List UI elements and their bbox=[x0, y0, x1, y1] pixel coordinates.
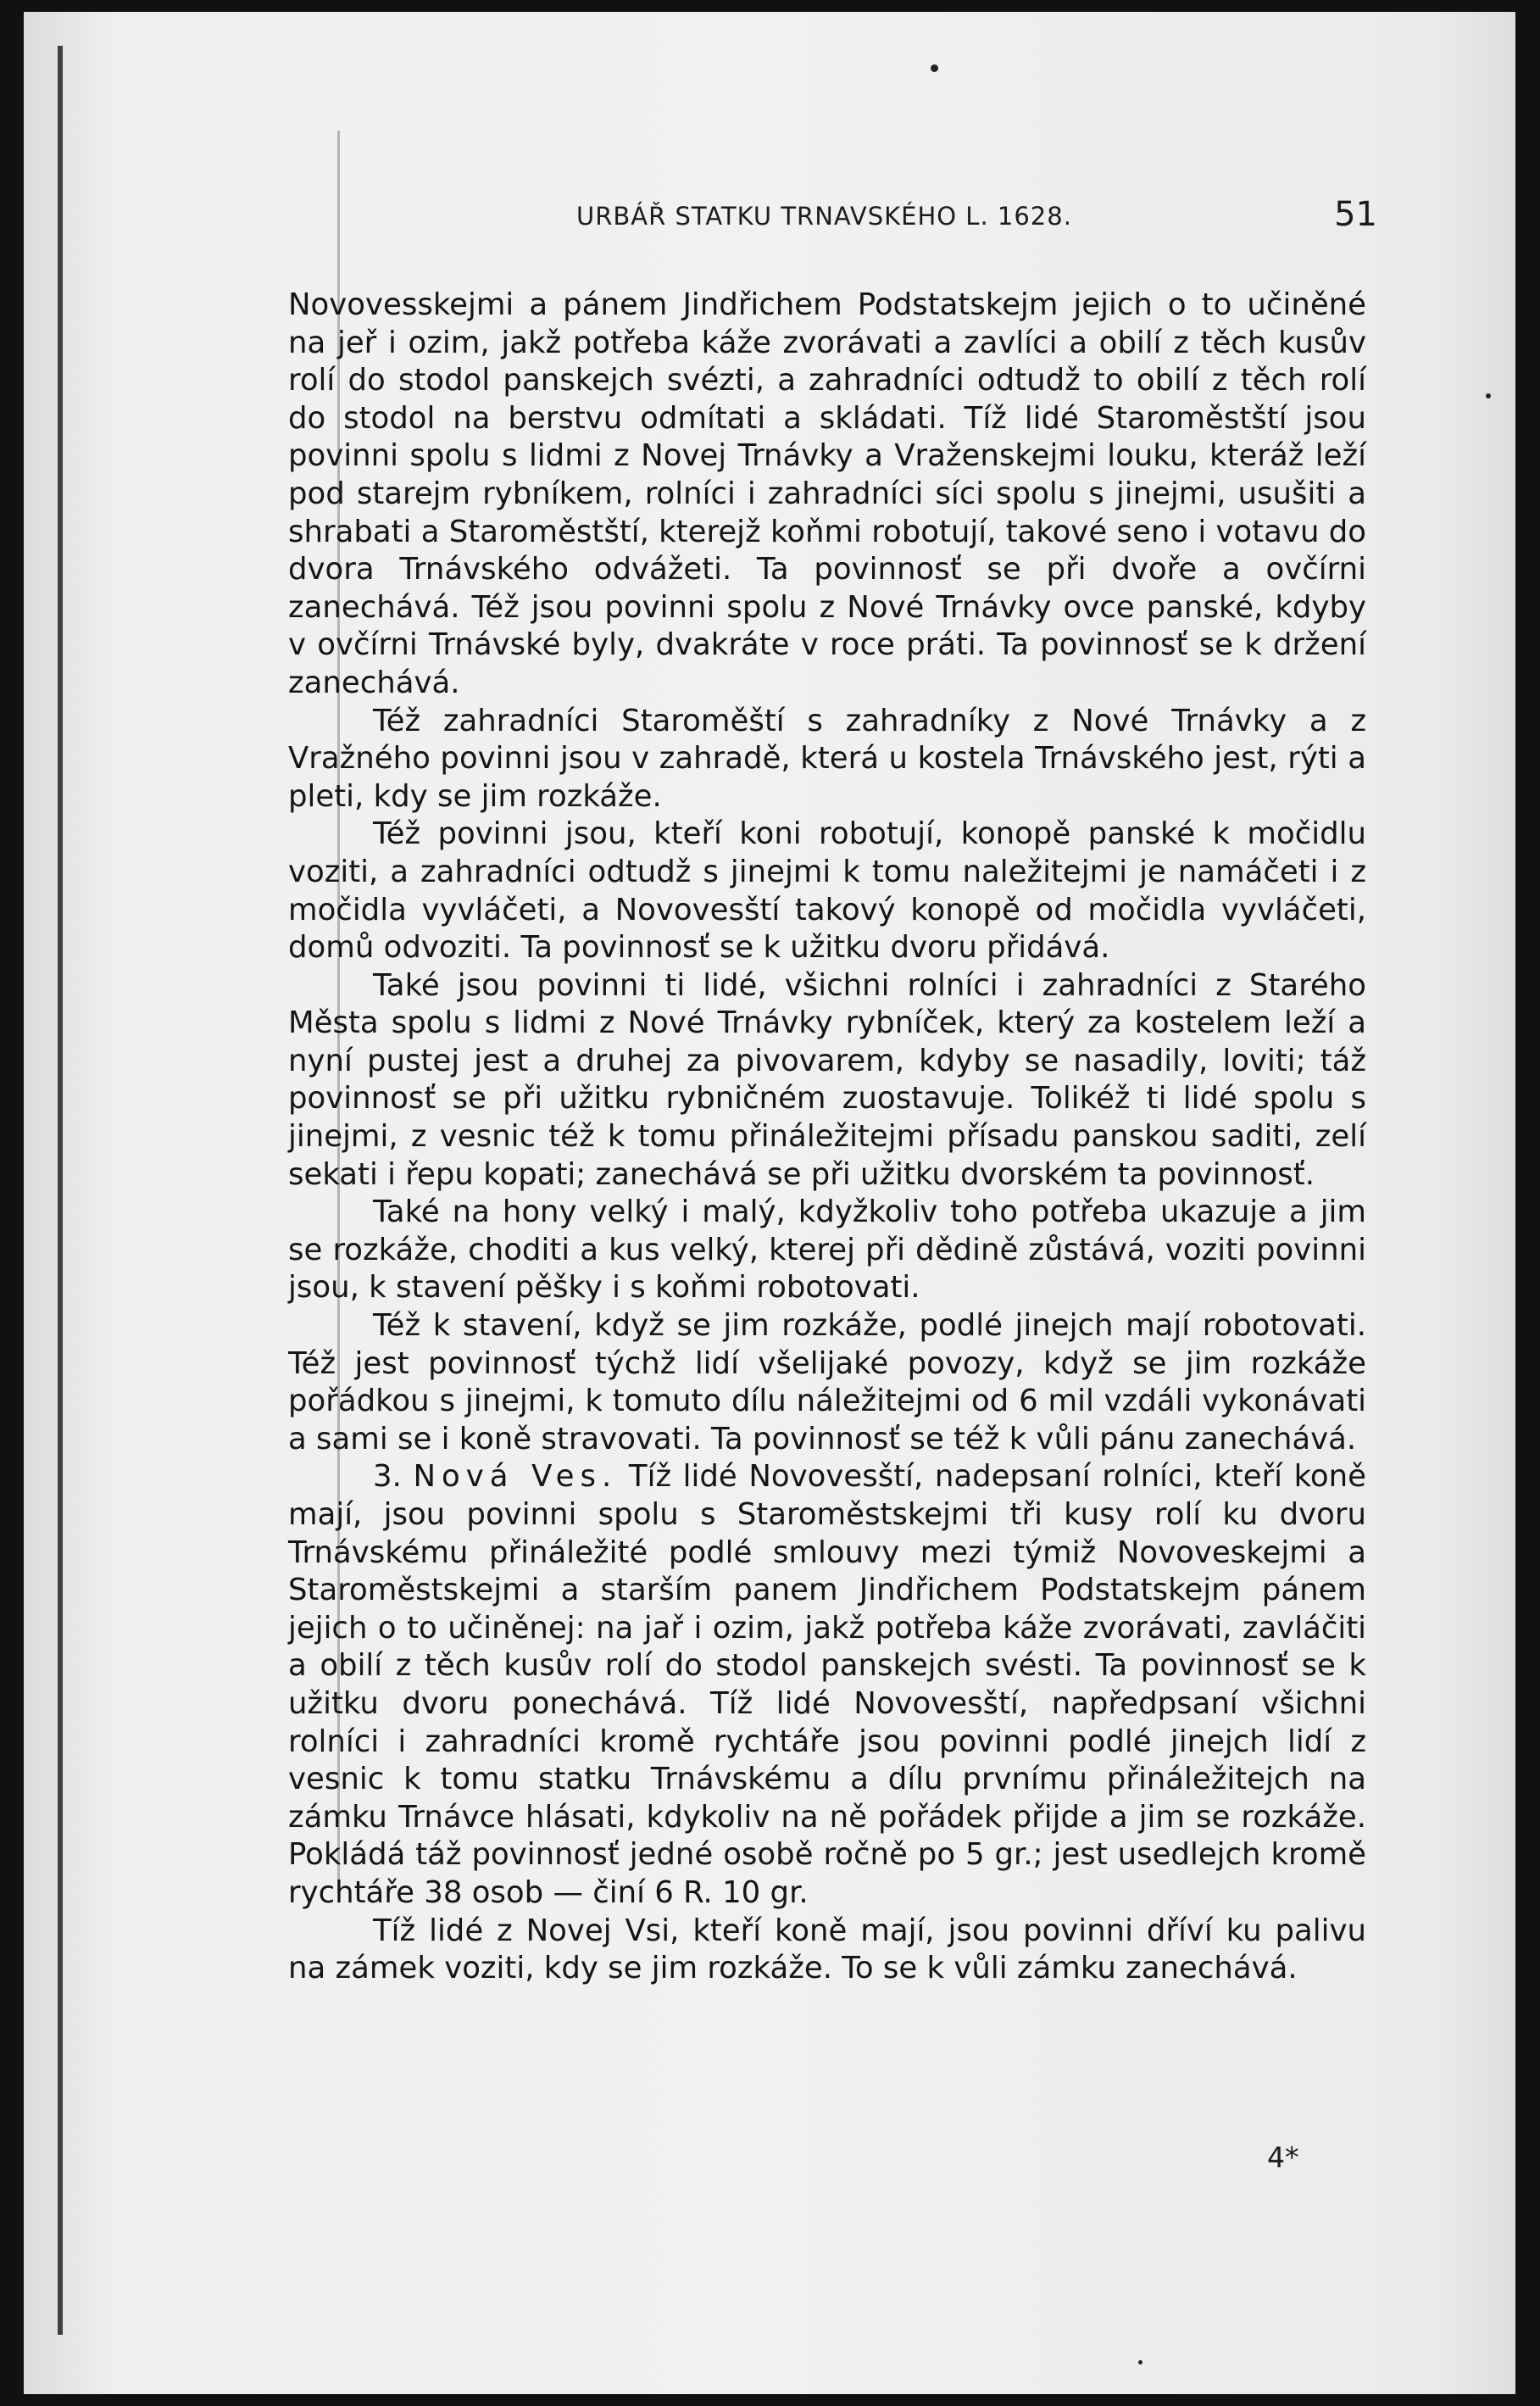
binding-shadow bbox=[58, 46, 63, 2335]
paragraph-6: Též k stavení, když se jim rozkáže, podlé jinejch mají robotovati. Též jest povinnosť týchž lidí všelijaké povozy, když se jim rozkáže pořádkou s jinejmi, k tomuto dílu náležitejmi od 6 mil vzdáli vykonávati a sami se i koně stravovati. Ta povinnosť se též k vůli pánu zanechává. bbox=[288, 1308, 1366, 1456]
section-number: 3. bbox=[373, 1459, 402, 1495]
paragraph-8: Tíž lidé z Novej Vsi, kteří koně mají, jsou povinni dříví ku palivu na zámek voziti, kdy se jim rozkáže. To se k vůli zámku zanechává. bbox=[288, 1913, 1366, 1986]
ink-speck bbox=[1486, 393, 1491, 398]
paragraph-4: Také jsou povinni ti lidé, všichni rolníci i zahradníci z Starého Města spolu s lidmi z Nové Trnávky rybníček, který za kostelem leží a nyní pustej jest a druhej za pivovarem, kdyby se nasadily, loviti; táž povinnosť se při užitku rybničném zuostavuje. Tolikéž ti lidé spolu s jinejmi, z vesnic též k tomu přináležitejmi přísadu panskou saditi, zelí sekati i řepu kopati; zanechává se při užitku dvorském ta povinnosť. bbox=[288, 967, 1366, 1192]
paragraph-5: Také na hony velký i malý, kdyžkoliv toho potřeba ukazuje a jim se rozkáže, choditi a kus velký, kterej při dědině zůstává, voziti povinni jsou, k stavení pěšky i s koňmi robotovati. bbox=[288, 1195, 1366, 1306]
paragraph-3: Též povinni jsou, kteří koni robotují, konopě panské k močidlu voziti, a zahradníci odtudž s jinejmi k tomu naležitejmi je namáčeti i z močidla vyvláčeti, a Novovesští takový konopě od močidla vyvláčeti, domů odvoziti. Ta povinnosť se k užitku dvoru přidává. bbox=[288, 816, 1366, 966]
paragraph-2: Též zahradníci Staroměští s zahradníky z Nové Trnávky a z Vražného povinni jsou v zahradě, která u kostela Trnávského jest, rýti a pleti, kdy se jim rozkáže. bbox=[288, 703, 1366, 814]
paragraph-7 bbox=[288, 1458, 1366, 1912]
ink-speck bbox=[1138, 2360, 1142, 2364]
page-number: 51 bbox=[1334, 195, 1377, 234]
page-header bbox=[275, 195, 1377, 246]
paragraph-1: Novovesskejmi a pánem Jindřichem Podstatskejm jejich o to učiněné na jeř i ozim, jakž potřeba káže zvorávati a zavlíci a obilí z těch kusův rolí do stodol panskejch svézti, a zahradníci odtudž to obilí z těch rolí do stodol na berstvu odmítati a skládati. Tíž lidé Staroměstští jsou povinni spolu s lidmi z Novej Trnávky a Vraženskejmi louku, kteráž leží pod starejm rybníkem, rolníci i zahradníci síci spolu s jinejmi, usušiti a shrabati a Staroměstští, kterejž koňmi robotují, takové seno i votavu do dvora Trnávského odvážeti. Ta povinnosť se při dvoře a ovčírni zanechává. Též jsou povinni spolu z Nové Trnávky ovce panské, kdyby v ovčírni Trnávské byly, dvakráte v roce práti. Ta povinnosť se k držení zanechává. bbox=[288, 287, 1366, 700]
body-text bbox=[288, 287, 1366, 1988]
ink-speck bbox=[931, 64, 938, 72]
signature-mark: 4* bbox=[1267, 2141, 1299, 2174]
section-text: Tíž lidé Novovesští, nadepsaní rolníci, kteří koně mají, jsou povinni spolu s Staroměstskejmi tři kusy rolí ku dvoru Trnávskému přináležité podlé smlouvy mezi týmiž Novoveskejmi a Staroměstskejmi a starším panem Jindřichem Podstatskejm pánem jejich o to učiněnej: na jař i ozim, jakž potřeba káže zvorávati, zavláčiti a obilí z těch kusův rolí do stodol panskejch svésti. Ta povinnosť se k užitku dvoru ponechává. Tíž lidé Novovesští, napředpsaní všichni rolníci i zahradníci kromě rychtáře jsou povinni podlé jinejch lidí z vesnic k tomu statku Trnávskému a dílu prvnímu přináležitejch na zámku Trnávce hlásati, kdykoliv na ně pořádek přijde a jim se rozkáže. Pokládá táž povinnosť jedné osobě ročně po 5 gr.; jest usedlejch kromě rychtáře 38 osob — činí 6 R. 10 gr. bbox=[288, 1459, 1366, 1910]
section-heading: Nová Ves. bbox=[413, 1459, 618, 1495]
running-head: URBÁŘ STATKU TRNAVSKÉHO L. 1628. bbox=[576, 202, 1072, 231]
